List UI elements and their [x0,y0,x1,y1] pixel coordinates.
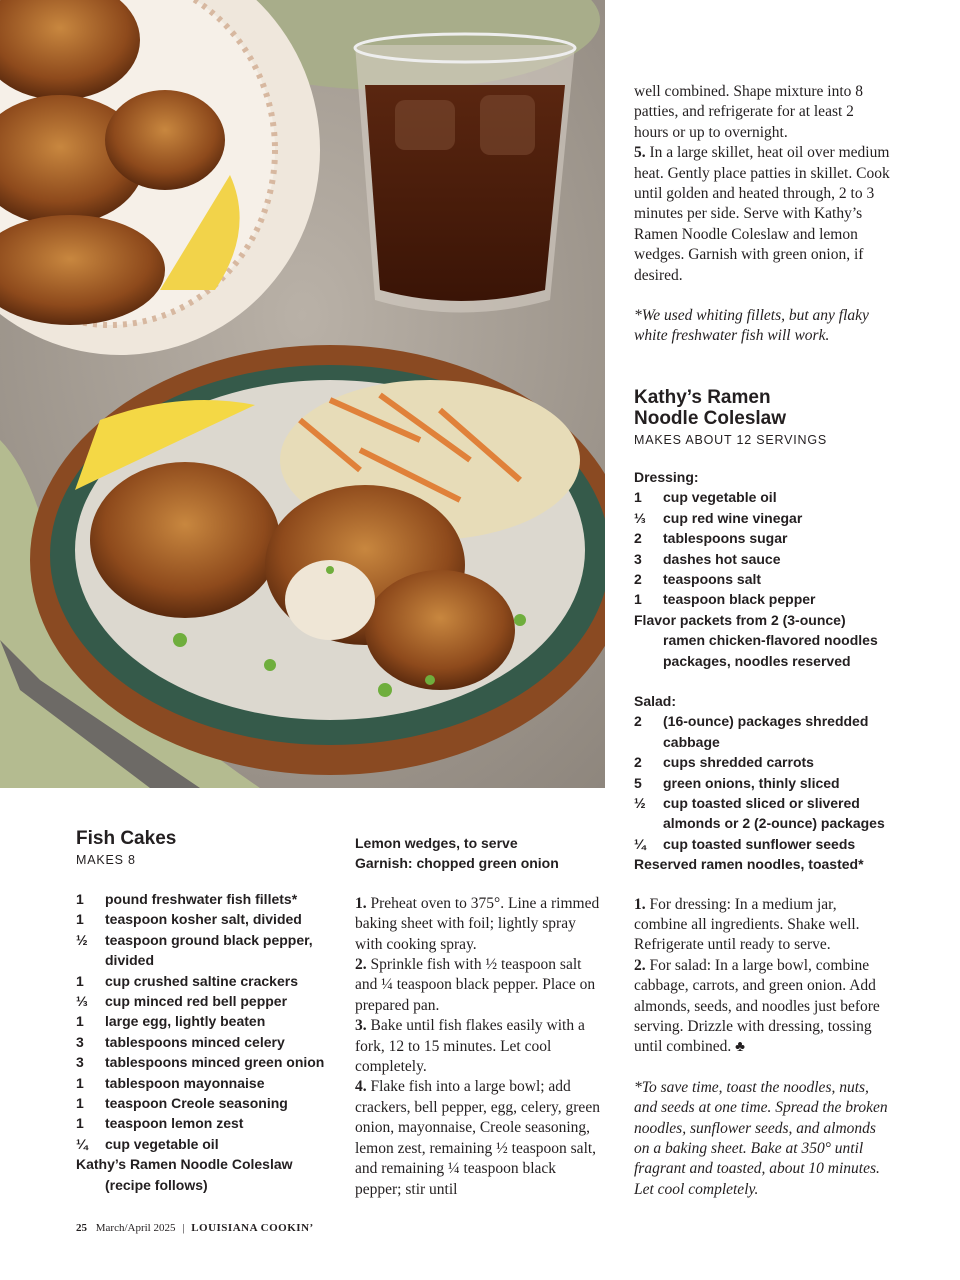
ingredient-item: 3 tablespoons minced celery [76,1033,285,1050]
issue-date: March/April 2025 [95,1222,176,1234]
ingredient-item: 2 teaspoons salt [634,570,762,587]
ingredient-item: ⅓ cup red wine vinegar [634,509,803,526]
ingredient-item: 1 teaspoon black pepper [634,591,816,608]
ingredient-item: 3 tablespoons minced green onion [76,1054,325,1071]
ingredient-item: 1 tablespoon mayonnaise [76,1074,265,1091]
ingredient-item: Reserved ramen noodles, toasted* [634,856,864,873]
ingredient-item: ¼ cup toasted sunflower seeds [634,835,856,852]
direction-step-continued: well combined. Shape mixture into 8 patties, and refrigerate for at least 2 hours or up to overnight. [634,83,864,141]
fish-cakes-yield: MAKES 8 [76,853,136,867]
page-number: 25 [76,1222,87,1234]
ingredient-item: Kathy’s Ramen Noodle Coleslaw (recipe follows) [76,1156,293,1193]
ingredient-item: 2 (16-ounce) packages shredded cabbage [634,713,869,750]
ingredient-item: Garnish: chopped green onion [355,855,559,872]
ingredient-item: 2 cups shredded carrots [634,754,814,771]
fish-cakes-directions-column [355,833,605,1200]
ingredient-item: Flavor packets from 2 (3-ounce) ramen chicken-flavored noodles packages, noodles reserved [634,611,878,669]
food-photo-illustration [0,0,605,788]
ingredient-item: 1 large egg, lightly beaten [76,1013,266,1030]
salad-ingredient-list [634,691,890,875]
ingredient-item: 1 cup vegetable oil [634,489,777,506]
direction-step: 5. In a large skillet, heat oil over medium heat. Gently place patties in skillet. Cook until golden and heated through, 2 to 3 minutes per side. Serve with Kathy’s Ramen Noodle Coleslaw and lemon wedges. Garnish with green onion, if desired. [634,144,890,284]
dressing-label: Dressing: [634,468,699,485]
fish-cakes-ingredient-list [76,889,338,1195]
ingredient-item: 1 teaspoon lemon zest [76,1115,244,1132]
page-footer [76,1222,314,1234]
publication-name: LOUISIANA COOKIN’ [191,1222,314,1234]
ingredient-item: ⅓ cup minced red bell pepper [76,993,288,1010]
direction-step: 2. Sprinkle fish with ½ teaspoon salt and ¼ teaspoon black pepper. Place on prepared pan. [355,956,596,1014]
coleslaw-footnote: *To save time, toast the noodles, nuts, and seeds at one time. Spread the broken noodles, sunflower seeds, and almonds on a baking sheet. Bake at 350° until fragrant and toasted, about 10 minutes. Let cool completely. [634,1078,888,1198]
ingredient-item: 3 dashes hot sauce [634,550,781,567]
fish-cakes-title: Fish Cakes [76,828,177,849]
ingredient-item: ¼ cup vegetable oil [76,1135,219,1152]
direction-step: 1. Preheat oven to 375°. Line a rimmed baking sheet with foil; lightly spray with cooking spray. [355,894,600,953]
footer-separator: | [182,1222,185,1234]
ingredient-item: 1 cup crushed saltine crackers [76,972,298,989]
direction-step: 2. For salad: In a large bowl, combine cabbage, carrots, and green onion. Add almonds, seeds, and noodles just before serving. Drizzle with dressing, tossing until combined. ♣ [634,956,880,1056]
ingredient-item: 1 teaspoon Creole seasoning [76,1095,288,1112]
ingredient-item: 2 tablespoons sugar [634,530,788,547]
coleslaw-title-line-2: Noodle Coleslaw [634,407,787,429]
fleur-de-lis-icon: ♣ [735,1039,746,1056]
fish-cakes-footnote: *We used whiting fillets, but any flaky white freshwater fish will work. [634,307,869,345]
ingredient-item: 1 pound freshwater fish fillets* [76,891,298,907]
food-photo [0,0,605,788]
coleslaw-column [634,82,890,1200]
ingredient-item: ½ cup toasted sliced or slivered almonds or 2 (2-ounce) packages [634,794,885,832]
coleslaw-title-line-1: Kathy’s Ramen [634,386,771,408]
dressing-ingredient-list [634,467,890,671]
direction-step: 3. Bake until fish flakes easily with a fork, 12 to 15 minutes. Let cool completely. [355,1017,585,1076]
ingredient-item: 5 green onions, thinly sliced [634,774,840,791]
ingredient-item: ½ teaspoon ground black pepper, divided [76,931,313,969]
direction-step: 1. For dressing: In a medium jar, combine all ingredients. Shake well. Refrigerate until ready to serve. [634,895,860,954]
ingredient-item: 1 teaspoon kosher salt, divided [76,911,302,928]
direction-step: 4. Flake fish into a large bowl; add crackers, bell pepper, egg, celery, green onion, mayonnaise, Creole seasoning, lemon zest, remaining ½ teaspoon salt, and remaining ¼ teaspoon black pepper; stir until [355,1078,600,1198]
salad-label: Salad: [634,692,677,709]
coleslaw-yield: MAKES ABOUT 12 SERVINGS [634,432,828,447]
fish-cakes-ingredients-column [76,828,338,1195]
ingredient-item: Lemon wedges, to serve [355,835,518,851]
